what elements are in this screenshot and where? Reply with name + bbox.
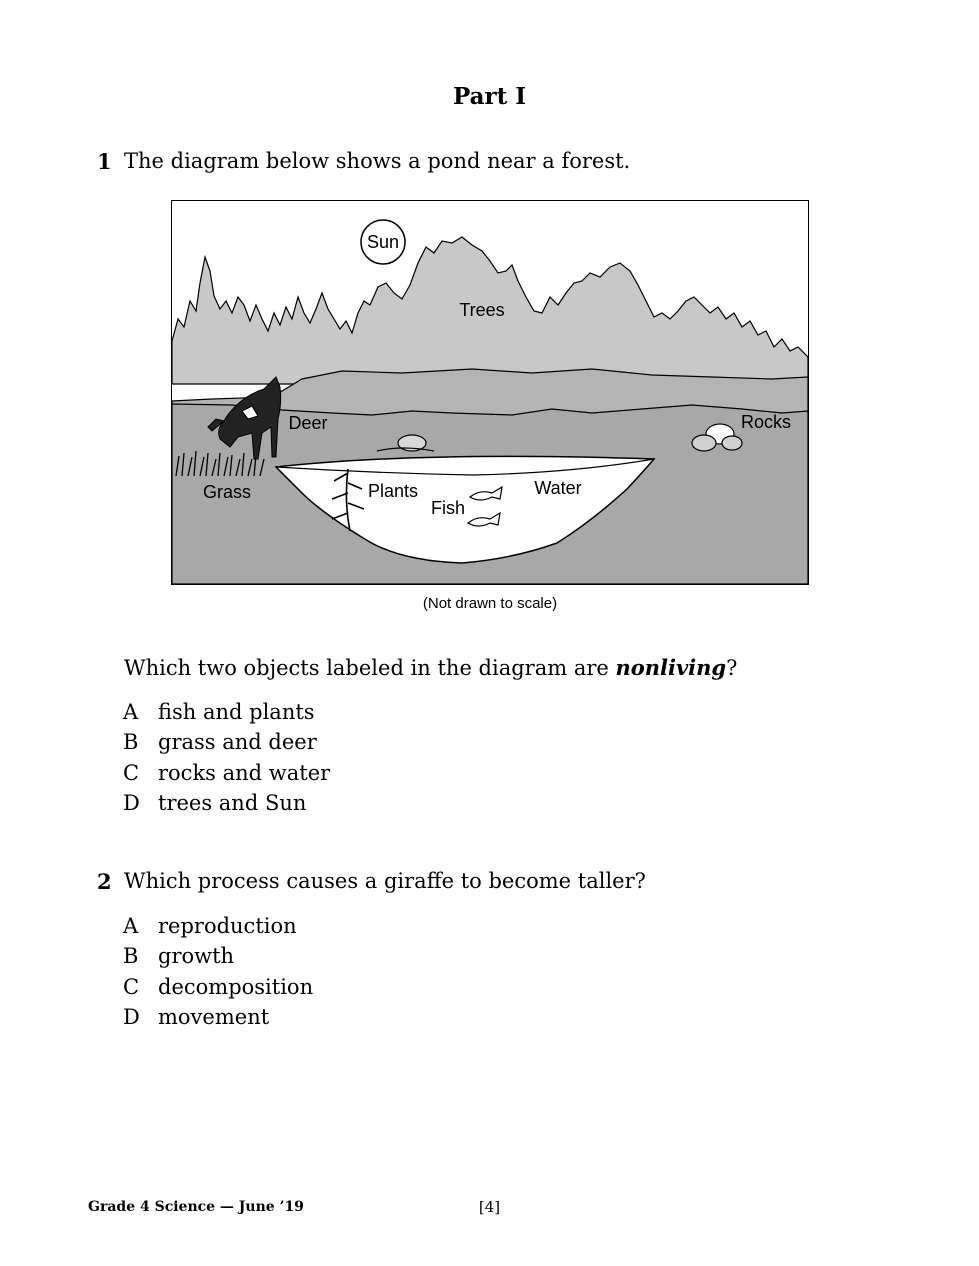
choice-1a[interactable] [123, 697, 330, 727]
choice-1c[interactable] [123, 758, 330, 788]
question-1-choices [123, 697, 330, 818]
choice-text: decomposition [158, 974, 314, 999]
prompt-emphasis: nonliving [615, 655, 727, 680]
choice-1d[interactable] [123, 788, 330, 818]
label-rocks: Rocks [740, 412, 792, 432]
label-deer: Deer [288, 413, 328, 433]
question-1-stem: The diagram below shows a pond near a forest. [124, 149, 631, 173]
prompt-text: Which two objects labeled in the diagram are [124, 656, 616, 680]
label-water: Water [534, 478, 582, 498]
footer-page-number: [4] [478, 1198, 501, 1216]
question-1-number: 1 [97, 149, 112, 174]
diagram-caption: (Not drawn to scale) [422, 595, 558, 612]
choice-2c[interactable] [123, 972, 313, 1002]
choice-text: movement [158, 1004, 270, 1029]
question-2-choices [123, 911, 313, 1032]
prompt-end: ? [726, 656, 738, 680]
choice-text: reproduction [158, 914, 297, 938]
question-1-prompt [124, 655, 737, 680]
label-plants: Plants [367, 481, 419, 501]
footer-exam-title: Grade 4 Science — June ’19 [88, 1199, 304, 1215]
choice-text: growth [158, 944, 235, 969]
choice-2d[interactable] [123, 1002, 313, 1032]
choice-letter: D [123, 1004, 140, 1029]
choice-text: rocks and water [158, 760, 331, 785]
choice-letter: D [123, 790, 140, 815]
label-sun: Sun [366, 232, 400, 252]
choice-2a[interactable] [123, 911, 313, 941]
label-trees: Trees [459, 300, 505, 320]
label-grass: Grass [202, 482, 252, 502]
choice-text: fish and plants [158, 700, 315, 724]
question-2-stem: Which process causes a giraffe to become taller? [124, 869, 646, 893]
part-title: Part I [452, 83, 527, 110]
choice-letter: A [123, 914, 139, 938]
pond-forest-diagram [171, 200, 809, 585]
choice-2b[interactable] [123, 941, 313, 971]
choice-text: grass and deer [158, 730, 317, 755]
choice-letter: C [123, 760, 140, 785]
label-fish: Fish [430, 498, 466, 518]
question-2-number: 2 [97, 869, 112, 894]
choice-letter: A [123, 700, 139, 724]
choice-letter: B [123, 944, 139, 969]
choice-text: trees and Sun [158, 790, 307, 815]
choice-letter: C [123, 974, 140, 999]
choice-letter: B [123, 730, 139, 755]
choice-1b[interactable] [123, 727, 330, 757]
